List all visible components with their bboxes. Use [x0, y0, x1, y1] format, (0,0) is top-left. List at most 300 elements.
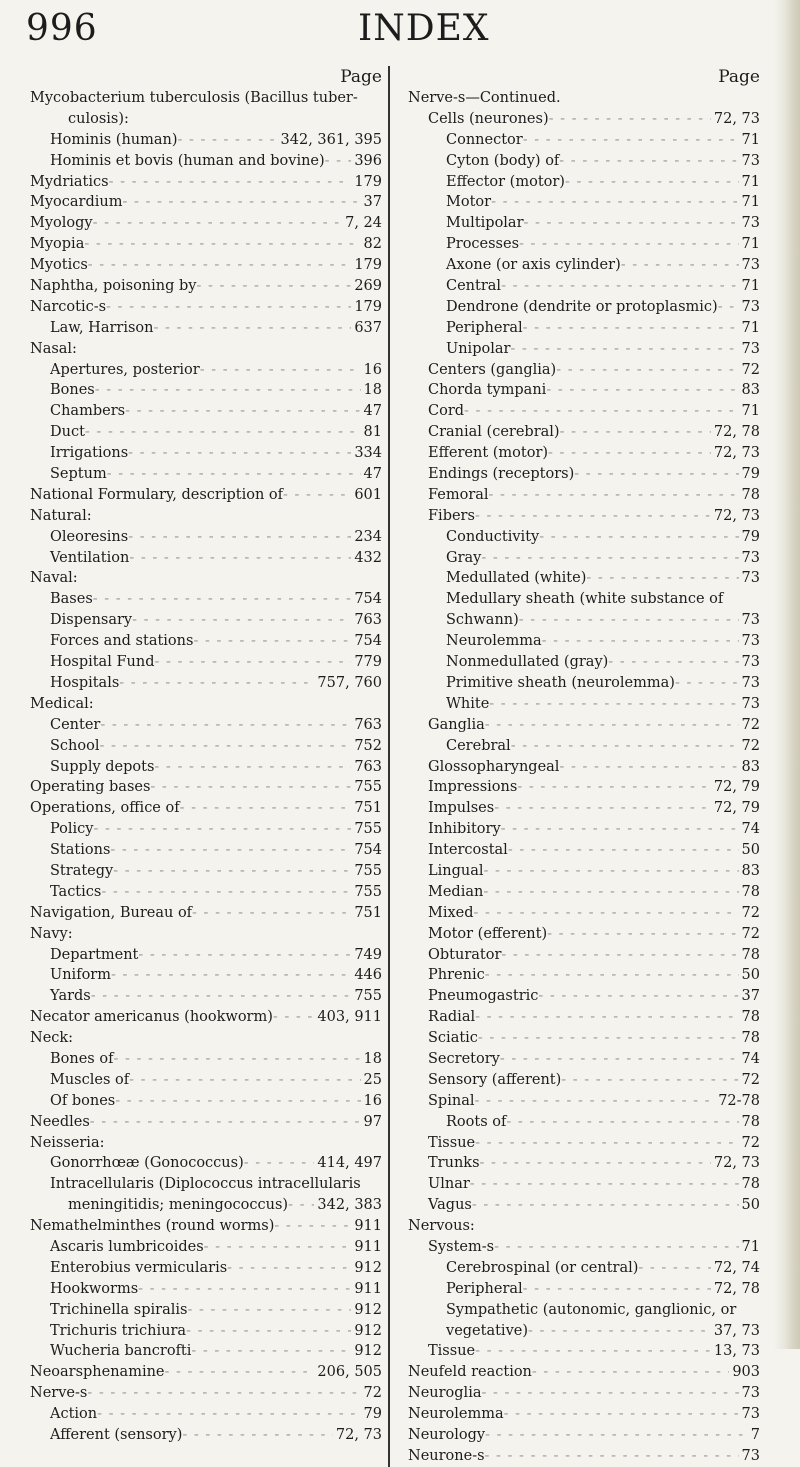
entry-page-ref: 754	[354, 842, 382, 859]
entry-term: Stations	[50, 842, 111, 859]
entry-page-ref: 71	[741, 236, 760, 253]
index-entry	[398, 1007, 760, 1028]
entry-term: Femoral	[428, 486, 489, 503]
index-entry	[398, 213, 760, 234]
index-entry	[20, 151, 382, 172]
index-entry	[398, 527, 760, 548]
entry-page-ref: 601	[354, 486, 382, 503]
index-entry	[20, 986, 382, 1007]
entry-term: Bases	[50, 591, 93, 608]
dot-leader	[517, 777, 711, 798]
index-entry	[20, 1279, 382, 1300]
dot-leader	[91, 986, 352, 1007]
page-title: INDEX	[358, 8, 490, 49]
index-entry	[20, 924, 382, 945]
entry-page-ref: 7, 24	[345, 215, 382, 232]
index-entry	[20, 631, 382, 652]
entry-term: Myology	[30, 215, 93, 232]
dot-leader	[528, 1321, 711, 1342]
entry-page-ref: 16	[363, 361, 382, 378]
index-entry	[398, 1404, 760, 1425]
index-entry	[20, 234, 382, 255]
index-entry	[398, 401, 760, 422]
entry-term: School	[50, 737, 100, 754]
index-entry	[20, 1028, 382, 1049]
entry-term: Necator americanus (hookworm)	[30, 1009, 273, 1026]
dot-leader	[200, 360, 361, 381]
dot-leader	[508, 840, 739, 861]
entry-page-ref: 72	[741, 925, 760, 942]
entry-term: Afferent (sensory)	[50, 1427, 183, 1443]
page-number: 996	[26, 8, 98, 49]
dot-leader	[128, 443, 351, 464]
entry-page-ref: 72, 78	[713, 1280, 760, 1297]
index-entry	[20, 715, 382, 736]
entry-term: Impulses	[428, 800, 495, 817]
entry-page-ref: 72, 73	[713, 507, 760, 524]
index-entry	[20, 401, 382, 422]
entry-page-ref: 637	[354, 319, 382, 336]
entry-term: Hominis et bovis (human and bovine)	[50, 152, 325, 169]
entry-term: Neurone-s	[408, 1447, 485, 1464]
dot-leader	[565, 172, 739, 193]
entry-page-ref: 47	[363, 466, 382, 483]
dot-leader	[549, 109, 711, 130]
index-entry	[398, 1028, 760, 1049]
dot-leader	[501, 945, 738, 966]
entry-term: Trichinella spiralis	[50, 1301, 188, 1318]
index-entry	[398, 840, 760, 861]
entry-term: Centers (ganglia)	[428, 361, 557, 378]
index-entry	[20, 172, 382, 193]
dot-leader	[288, 1195, 314, 1216]
index-entry	[398, 652, 760, 673]
entry-page-ref: 179	[354, 173, 382, 190]
index-entry	[20, 339, 382, 360]
dot-leader	[546, 380, 738, 401]
entry-page-ref: 83	[741, 758, 760, 775]
index-entry	[398, 548, 760, 569]
entry-page-ref: 342, 383	[317, 1197, 382, 1214]
dot-leader	[113, 861, 351, 882]
entry-term: Nerve-s—Continued.	[408, 90, 561, 106]
entry-term: Processes	[446, 236, 520, 253]
index-entry	[20, 1049, 382, 1070]
index-entry	[20, 1007, 382, 1028]
index-entry	[398, 924, 760, 945]
dot-leader	[481, 548, 738, 569]
entry-term: Uniform	[50, 967, 111, 984]
dot-leader	[561, 1070, 738, 1091]
entry-term: Secretory	[428, 1050, 500, 1067]
index-entry	[398, 234, 760, 255]
entry-page-ref: 755	[354, 821, 382, 838]
index-entry	[398, 945, 760, 966]
entry-page-ref: 334	[354, 445, 382, 462]
entry-page-ref: 72	[363, 1385, 382, 1402]
entry-term: Neurolemma	[408, 1406, 504, 1423]
index-entry	[398, 1446, 760, 1467]
entry-page-ref: 71	[741, 278, 760, 295]
entry-term: Mydriatics	[30, 173, 109, 190]
index-entry	[398, 965, 760, 986]
entry-page-ref: 73	[741, 340, 760, 357]
entry-term: Mixed	[428, 904, 474, 921]
dot-leader	[542, 631, 739, 652]
index-entry	[20, 1383, 382, 1404]
index-entry	[398, 1362, 760, 1383]
index-entry	[398, 360, 760, 381]
entry-page-ref: 73	[741, 633, 760, 650]
entry-term: Narcotic-s	[30, 298, 107, 315]
entry-page-ref: 25	[363, 1071, 382, 1088]
entry-page-ref: 72, 74	[713, 1259, 760, 1276]
entry-term: National Formulary, description of	[30, 486, 283, 503]
index-entry	[398, 631, 760, 652]
dot-leader	[109, 172, 352, 193]
dot-leader	[90, 1112, 361, 1133]
entry-term: Nervous:	[408, 1218, 475, 1235]
dot-leader	[274, 1216, 351, 1237]
dot-leader	[100, 736, 352, 757]
dot-leader	[154, 757, 351, 778]
dot-leader	[481, 1383, 738, 1404]
index-entry	[20, 506, 382, 527]
index-entry	[20, 736, 382, 757]
dot-leader	[501, 276, 738, 297]
entry-page-ref: 37, 73	[713, 1322, 760, 1339]
entry-term: Peripheral	[446, 319, 523, 336]
index-entry	[20, 903, 382, 924]
left-column-header	[20, 66, 382, 88]
entry-term: Myocardium	[30, 194, 123, 211]
right-entry-list	[398, 88, 760, 1467]
dot-leader	[100, 715, 351, 736]
dot-leader	[475, 506, 711, 527]
entry-page-ref: 757, 760	[317, 674, 382, 691]
dot-leader	[504, 1404, 739, 1425]
entry-term: Neufeld reaction	[408, 1364, 532, 1381]
entry-page-ref: 763	[354, 612, 382, 629]
entry-term: Chambers	[50, 403, 126, 420]
entry-term: Trichuris trichiura	[50, 1322, 187, 1339]
dot-leader	[227, 1258, 351, 1279]
index-entry	[20, 840, 382, 861]
index-entry	[20, 673, 382, 694]
entry-term: Schwann)	[446, 612, 519, 629]
dot-leader	[548, 443, 711, 464]
entry-term: Unipolar	[446, 340, 511, 357]
index-entry	[398, 777, 760, 798]
index-entry	[20, 1341, 382, 1362]
index-entry	[20, 527, 382, 548]
dot-leader	[559, 757, 738, 778]
entry-term: Motor (efferent)	[428, 925, 548, 942]
entry-term: Connector	[446, 131, 523, 148]
dot-leader	[94, 819, 352, 840]
index-entry	[398, 1341, 760, 1362]
dot-leader	[87, 1383, 360, 1404]
entry-page-ref: 72	[741, 904, 760, 921]
entry-term: White	[446, 695, 490, 712]
entry-term: Hospital Fund	[50, 654, 155, 671]
dot-leader	[500, 1049, 739, 1070]
dot-leader	[187, 1300, 351, 1321]
entry-term: Neurology	[408, 1427, 486, 1443]
dot-leader	[483, 882, 738, 903]
index-entry	[20, 777, 382, 798]
entry-page-ref: 179	[354, 257, 382, 274]
entry-term: Impressions	[428, 779, 518, 796]
dot-leader	[559, 151, 738, 172]
entry-term: Axone (or axis cylinder)	[446, 257, 621, 274]
index-entry	[20, 1174, 382, 1195]
index-entry	[20, 213, 382, 234]
entry-term: Mycobacterium tuberculosis (Bacillus tuber-	[30, 90, 358, 106]
entry-term: Inhibitory	[428, 821, 501, 838]
entry-page-ref: 50	[741, 967, 760, 984]
dot-leader	[489, 485, 739, 506]
entry-page-ref: 7	[750, 1427, 760, 1443]
dot-leader	[608, 652, 738, 673]
dot-leader	[106, 297, 351, 318]
entry-term: Department	[50, 946, 139, 963]
entry-term: Cranial (cerebral)	[428, 424, 560, 441]
dot-leader	[132, 610, 351, 631]
dot-leader	[475, 1133, 738, 1154]
entry-term: Policy	[50, 821, 94, 838]
dot-leader	[192, 903, 351, 924]
index-entry	[398, 192, 760, 213]
page-column-label: Page	[340, 67, 382, 87]
entry-page-ref: 912	[354, 1301, 382, 1318]
entry-page-ref: 755	[354, 988, 382, 1005]
entry-page-ref: 755	[354, 779, 382, 796]
index-entry	[398, 109, 760, 130]
entry-term: vegetative)	[446, 1322, 529, 1339]
dot-leader	[532, 1362, 729, 1383]
entry-page-ref: 18	[363, 1050, 382, 1067]
entry-page-ref: 73	[741, 257, 760, 274]
index-entry	[398, 861, 760, 882]
entry-page-ref: 414, 497	[317, 1155, 382, 1172]
dot-leader	[523, 130, 739, 151]
index-entry	[398, 1321, 760, 1342]
index-entry	[398, 318, 760, 339]
entry-term: Effector (motor)	[446, 173, 565, 190]
entry-page-ref: 779	[354, 654, 382, 671]
index-entry	[20, 568, 382, 589]
right-column	[390, 66, 760, 1467]
index-entry	[20, 1258, 382, 1279]
entry-term: Pneumogastric	[428, 988, 539, 1005]
entry-page-ref: 72, 79	[713, 779, 760, 796]
entry-term: Myotics	[30, 257, 88, 274]
entry-term: Chorda tympani	[428, 382, 547, 399]
dot-leader	[501, 819, 739, 840]
entry-term: Wucheria bancrofti	[50, 1343, 192, 1360]
entry-page-ref: 73	[741, 695, 760, 712]
entry-term: Neoarsphenamine	[30, 1364, 165, 1381]
dot-leader	[196, 276, 351, 297]
index-entry	[398, 464, 760, 485]
entry-term: Intercostal	[428, 842, 508, 859]
dot-leader	[186, 1321, 351, 1342]
entry-page-ref: 912	[354, 1343, 382, 1360]
index-entry	[20, 1321, 382, 1342]
index-entry	[20, 1133, 382, 1154]
entry-page-ref: 755	[354, 883, 382, 900]
index-entry	[398, 986, 760, 1007]
dot-leader	[191, 1341, 351, 1362]
entry-term: Operations, office of	[30, 800, 180, 817]
dot-leader	[153, 318, 351, 339]
entry-page-ref: 72, 73	[335, 1427, 382, 1443]
entry-page-ref: 403, 911	[317, 1009, 382, 1026]
index-entry	[398, 715, 760, 736]
entry-page-ref: 754	[354, 633, 382, 650]
entry-term: System-s	[428, 1238, 495, 1255]
entry-page-ref: 73	[741, 1385, 760, 1402]
entry-term: Efferent (motor)	[428, 445, 549, 462]
entry-term: Gray	[446, 549, 482, 566]
entry-term: culosis):	[68, 110, 129, 127]
entry-term: Sympathetic (autonomic, ganglionic, or	[446, 1301, 737, 1318]
index-entry	[20, 422, 382, 443]
entry-page-ref: 73	[741, 1406, 760, 1423]
dot-leader	[621, 255, 739, 276]
dot-leader	[638, 1258, 710, 1279]
dot-leader	[128, 527, 351, 548]
entry-term: Action	[50, 1406, 98, 1423]
entry-term: Yards	[50, 988, 91, 1005]
entry-page-ref: 73	[741, 1447, 760, 1464]
entry-page-ref: 269	[354, 278, 382, 295]
dot-leader	[325, 151, 352, 172]
entry-page-ref: 754	[354, 591, 382, 608]
entry-page-ref: 71	[741, 173, 760, 190]
entry-term: Nonmedullated (gray)	[446, 654, 609, 671]
entry-page-ref: 72-78	[718, 1092, 760, 1109]
index-entry	[20, 1091, 382, 1112]
index-entry	[20, 1362, 382, 1383]
index-entry	[20, 1153, 382, 1174]
entry-page-ref: 79	[741, 466, 760, 483]
dot-leader	[474, 903, 739, 924]
dot-leader	[85, 422, 361, 443]
entry-term: Hospitals	[50, 674, 120, 691]
entry-term: Gonorrhœæ (Gonococcus)	[50, 1155, 244, 1172]
index-entry	[398, 589, 760, 610]
index-entry	[20, 130, 382, 151]
entry-page-ref: 78	[741, 1030, 760, 1047]
dot-leader	[574, 464, 738, 485]
dot-leader	[204, 1237, 352, 1258]
index-entry	[20, 1300, 382, 1321]
entry-page-ref: 71	[741, 131, 760, 148]
entry-page-ref: 78	[741, 1176, 760, 1193]
entry-term: meningitidis; meningococcus)	[68, 1197, 289, 1214]
index-entry	[398, 1383, 760, 1404]
dot-leader	[539, 527, 738, 548]
dot-leader	[556, 360, 738, 381]
entry-term: Bones of	[50, 1050, 114, 1067]
dot-leader	[95, 380, 361, 401]
entry-term: Irrigations	[50, 445, 129, 462]
dot-leader	[494, 798, 711, 819]
index-entry	[20, 757, 382, 778]
index-entry	[20, 297, 382, 318]
index-entry	[398, 1070, 760, 1091]
entry-term: Septum	[50, 466, 107, 483]
index-entry	[398, 1237, 760, 1258]
dot-leader	[125, 401, 360, 422]
index-entry	[20, 882, 382, 903]
entry-term: Cord	[428, 403, 465, 420]
book-page-edge	[774, 0, 800, 1349]
dot-leader	[560, 422, 711, 443]
dot-leader	[675, 673, 739, 694]
dot-leader	[519, 234, 739, 255]
dot-leader	[475, 1341, 711, 1362]
index-entry	[20, 1070, 382, 1091]
entry-page-ref: 912	[354, 1259, 382, 1276]
entry-page-ref: 179	[354, 298, 382, 315]
entry-page-ref: 72	[741, 1071, 760, 1088]
entry-term: Cerebral	[446, 737, 511, 754]
index-entry	[398, 798, 760, 819]
entry-page-ref: 749	[354, 946, 382, 963]
entry-term: Conductivity	[446, 528, 540, 545]
index-entry	[398, 1195, 760, 1216]
dot-leader	[511, 736, 739, 757]
entry-term: Tissue	[428, 1343, 476, 1360]
entry-term: Operating bases	[30, 779, 151, 796]
index-entry	[398, 1258, 760, 1279]
dot-leader	[154, 652, 351, 673]
index-entry	[20, 965, 382, 986]
entry-term: Navigation, Bureau of	[30, 904, 193, 921]
index-entry	[398, 736, 760, 757]
entry-term: Sensory (afferent)	[428, 1071, 562, 1088]
entry-term: Neurolemma	[446, 633, 542, 650]
index-entry	[398, 903, 760, 924]
index-entry	[20, 798, 382, 819]
entry-term: Hookworms	[50, 1280, 139, 1297]
entry-term: Intracellularis (Diplococcus intracellularis	[50, 1176, 361, 1193]
left-column	[20, 66, 390, 1467]
index-entry	[398, 422, 760, 443]
dot-leader	[475, 1007, 738, 1028]
index-entry	[398, 610, 760, 631]
index-entry	[398, 88, 760, 109]
dot-leader	[180, 798, 352, 819]
dot-leader	[129, 1070, 360, 1091]
dot-leader	[538, 986, 738, 1007]
entry-term: Glossopharyngeal	[428, 758, 560, 775]
entry-term: Oleoresins	[50, 528, 129, 545]
dot-leader	[480, 1153, 711, 1174]
entry-term: Ascaris lumbricoides	[50, 1238, 204, 1255]
entry-term: Forces and stations	[50, 633, 194, 650]
index-columns	[20, 66, 764, 1467]
index-entry	[398, 172, 760, 193]
index-entry	[20, 1112, 382, 1133]
entry-page-ref: 234	[354, 528, 382, 545]
dot-leader	[283, 485, 351, 506]
dot-leader	[182, 1425, 333, 1446]
index-entry	[398, 1049, 760, 1070]
